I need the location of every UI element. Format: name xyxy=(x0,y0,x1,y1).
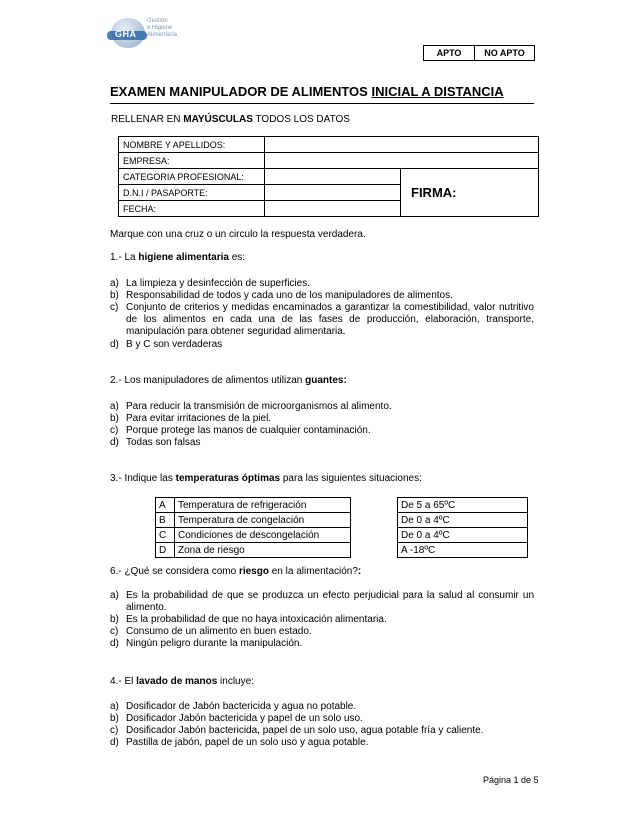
q6-option-c[interactable] xyxy=(110,626,534,638)
option-text: Dosificador Jabón bactericida y papel de un solo uso. xyxy=(126,713,363,724)
q6-option-a[interactable] xyxy=(110,590,534,614)
field-label: FECHA: xyxy=(119,201,265,217)
q3-pre: 3.- Indique las xyxy=(110,473,176,484)
row-key: C xyxy=(156,528,175,543)
q4-bold: lavado de manos xyxy=(136,676,218,687)
option-key: d) xyxy=(110,737,119,748)
q6-option-d[interactable] xyxy=(110,638,534,650)
q6-bold: riesgo xyxy=(238,566,269,577)
option-key: b) xyxy=(110,614,119,625)
question-1 xyxy=(110,252,245,263)
instruction-before: RELLENAR EN xyxy=(111,114,184,125)
option-key: c) xyxy=(110,626,119,637)
q1-option-c[interactable] xyxy=(110,302,534,338)
answer-gap[interactable] xyxy=(351,498,398,513)
option-key: d) xyxy=(110,339,119,350)
option-text: Porque protege las manos de cualquier contaminación. xyxy=(126,425,371,436)
answer-gap[interactable] xyxy=(351,528,398,543)
option-key: b) xyxy=(110,713,119,724)
q2-option-c[interactable] xyxy=(110,425,534,437)
temperature-cell: De 5 a 65ºC xyxy=(398,498,528,513)
table-row xyxy=(119,137,539,153)
row-key: D xyxy=(156,543,175,558)
q4-option-b[interactable] xyxy=(110,713,534,725)
option-key: a) xyxy=(110,590,119,601)
question-4 xyxy=(110,676,254,687)
table-row xyxy=(119,169,539,185)
q4-post: incluye: xyxy=(217,676,254,687)
table-row xyxy=(156,498,528,513)
date-field[interactable] xyxy=(265,201,401,217)
apto-cell[interactable]: APTO xyxy=(424,46,475,60)
table-row xyxy=(156,528,528,543)
q1-option-a[interactable] xyxy=(110,278,534,290)
option-text: Pastilla de jabón, papel de un solo uso y agua potable. xyxy=(126,737,369,748)
situation-cell: Temperatura de congelación xyxy=(175,513,351,528)
q4-option-a[interactable] xyxy=(110,701,534,713)
field-label: NOMBRE Y APELLIDOS: xyxy=(119,137,265,153)
option-key: a) xyxy=(110,401,119,412)
option-text: Es la probabilidad de que no haya intoxicación alimentaria. xyxy=(126,614,387,625)
q1-pre: 1.- La xyxy=(110,252,139,263)
intro-text: Marque con una cruz o un circulo la respuesta verdadera. xyxy=(110,229,366,240)
option-text: B y C son verdaderas xyxy=(126,339,223,350)
option-key: a) xyxy=(110,278,119,289)
answer-gap[interactable] xyxy=(351,543,398,558)
q2-option-b[interactable] xyxy=(110,413,534,425)
signature-field[interactable]: FIRMA: xyxy=(401,169,539,217)
situation-cell: Temperatura de refrigeración xyxy=(175,498,351,513)
option-key: a) xyxy=(110,701,119,712)
instruction-bold: MAYÚSCULAS xyxy=(183,114,253,125)
option-key: d) xyxy=(110,638,119,649)
q4-pre: 4.- El xyxy=(110,676,137,687)
option-key: b) xyxy=(110,290,119,301)
option-key: b) xyxy=(110,413,119,424)
logo-text-2: e Higiene xyxy=(147,25,173,31)
instruction-after: TODOS LOS DATOS xyxy=(252,114,350,125)
company-field[interactable] xyxy=(265,153,539,169)
option-text: Dosificador Jabón bactericida, papel de un solo uso, agua potable fría y caliente. xyxy=(126,725,484,736)
option-text: Todas son falsas xyxy=(126,437,201,448)
option-text: Consumo de un alimento en buen estado. xyxy=(126,626,312,637)
logo-text-1: Gestión xyxy=(147,18,168,24)
q4-option-c[interactable] xyxy=(110,725,534,737)
title-underlined: INICIAL A DISTANCIA xyxy=(371,84,504,99)
table-row xyxy=(119,153,539,169)
answer-gap[interactable] xyxy=(351,513,398,528)
page-number: Página 1 de 5 xyxy=(483,775,539,785)
title-main: EXAMEN MANIPULADOR DE ALIMENTOS xyxy=(110,84,368,99)
q6-tail: : xyxy=(357,566,362,577)
personal-data-table xyxy=(118,136,539,217)
logo-text-3: Alimentaria xyxy=(147,32,178,38)
q4-option-d[interactable] xyxy=(110,737,534,749)
q6-pre: 6.- ¿Qué se considera como xyxy=(110,566,239,577)
q6-option-b[interactable] xyxy=(110,614,534,626)
q1-option-b[interactable] xyxy=(110,290,534,302)
q2-pre: 2.- Los manipuladores de alimentos utilizan xyxy=(110,375,306,386)
temperature-cell: A -18ºC xyxy=(398,543,528,558)
option-key: d) xyxy=(110,437,119,448)
option-text: Ningún peligro durante la manipulación. xyxy=(126,638,303,649)
situation-cell: Zona de riesgo xyxy=(175,543,351,558)
temperature-cell: De 0 a 4ºC xyxy=(398,513,528,528)
result-box xyxy=(423,45,535,61)
table-row xyxy=(156,543,528,558)
option-text: Dosificador de Jabón bactericida y agua no potable. xyxy=(126,701,357,712)
logo-brand: GHA xyxy=(115,29,137,39)
field-label: D.N.I / PASAPORTE: xyxy=(119,185,265,201)
question-2 xyxy=(110,375,347,386)
id-field[interactable] xyxy=(265,185,401,201)
option-key: c) xyxy=(110,425,119,436)
title-divider xyxy=(110,103,534,104)
name-field[interactable] xyxy=(265,137,539,153)
situation-cell: Condiciones de descongelación xyxy=(175,528,351,543)
temperature-cell: De 0 a 4ºC xyxy=(398,528,528,543)
no-apto-cell[interactable]: NO APTO xyxy=(484,48,525,58)
gha-logo xyxy=(107,10,197,54)
option-text: Es la probabilidad de que se produzca un efecto perjudicial para la salud al consumir un alimento. xyxy=(126,590,534,613)
q2-option-d[interactable] xyxy=(110,437,534,449)
instruction xyxy=(111,114,350,125)
question-6 xyxy=(110,566,361,577)
q1-post: es: xyxy=(228,252,246,263)
row-key: A xyxy=(156,498,175,513)
page-title xyxy=(110,84,504,99)
q1-option-d[interactable] xyxy=(110,339,534,351)
field-label: CATEGORIA PROFESIONAL: xyxy=(119,169,265,185)
q1-bold: higiene alimentaria xyxy=(138,252,229,263)
row-key: B xyxy=(156,513,175,528)
field-label: EMPRESA: xyxy=(119,153,265,169)
option-text: Responsabilidad de todos y cada uno de los manipuladores de alimentos. xyxy=(126,290,453,301)
option-text: Para evitar irritaciones de la piel. xyxy=(126,413,272,424)
option-key: c) xyxy=(110,725,119,736)
q6-post: en la alimentación? xyxy=(268,566,358,577)
option-key: c) xyxy=(110,302,119,313)
table-row xyxy=(156,513,528,528)
option-text: Conjunto de criterios y medidas encaminados a garantizar la comestibilidad, valor nutritivo de los alimentos en cada una de las fases de producción, elaboración, transporte, manipulación para obtener seguridad alimentaria. xyxy=(126,302,534,337)
q3-post: para las siguientes situaciones: xyxy=(280,473,422,484)
category-field[interactable] xyxy=(265,169,401,185)
q2-bold: guantes: xyxy=(305,375,347,386)
question-3 xyxy=(110,473,422,484)
q2-option-a[interactable] xyxy=(110,401,534,413)
temperature-table xyxy=(155,497,528,558)
option-text: Para reducir la transmisión de microorganismos al alimento. xyxy=(126,401,392,412)
q3-bold: temperaturas óptimas xyxy=(175,473,281,484)
option-text: La limpieza y desinfección de superficies. xyxy=(126,278,310,289)
